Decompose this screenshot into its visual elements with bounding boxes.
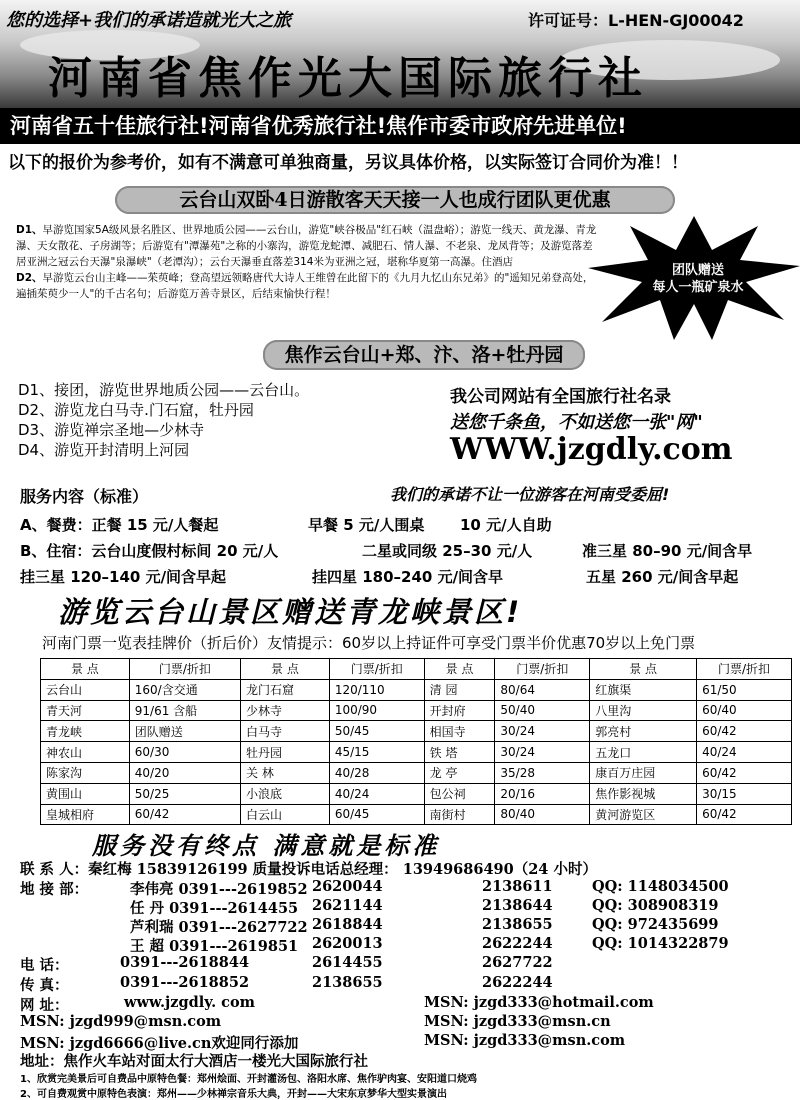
web-address[interactable]: www.jzgdly. com <box>124 994 256 1011</box>
ticket-price: 160/含交通 <box>129 679 240 700</box>
ticket-price: 60/30 <box>129 742 240 763</box>
scenic-spot: 康百万庄园 <box>590 762 697 783</box>
table-row <box>41 783 792 804</box>
table-header: 门票/折扣 <box>129 659 240 680</box>
website-url[interactable]: WWW.jzgdly.com <box>450 432 733 467</box>
scenic-spot: 清 园 <box>424 679 495 700</box>
msn-contact[interactable]: MSN: jzgd333@msn.com <box>424 1032 626 1049</box>
msn-contact[interactable]: MSN: jzgd999@msn.com <box>20 1013 222 1030</box>
staff-phone: 王 超 0391---2619851 <box>130 938 299 955</box>
ticket-table <box>40 658 792 825</box>
ticket-note: 河南门票一览表挂牌价（折后价）友情提示：60岁以上持证件可享受门票半价优惠70岁以上免门票 <box>42 634 696 652</box>
scenic-spot: 相国寺 <box>424 721 495 742</box>
staff-qq: QQ: 308908319 <box>592 897 719 914</box>
slogan: 您的选择+我们的承诺造就光大之旅 <box>6 10 292 31</box>
staff-phone: 任 丹 0391---2614455 <box>130 900 299 917</box>
staff-phone: 2138655 <box>482 916 553 933</box>
ticket-banner: 游览云台山景区赠送青龙峡景区! <box>58 595 523 629</box>
scenic-spot: 陈家沟 <box>41 762 130 783</box>
scenic-spot: 黄围山 <box>41 783 130 804</box>
table-header: 门票/折扣 <box>697 659 792 680</box>
scenic-spot: 皇城相府 <box>41 804 130 825</box>
table-header: 景 点 <box>41 659 130 680</box>
ticket-price: 100/90 <box>329 700 424 721</box>
ticket-price: 30/15 <box>697 783 792 804</box>
ticket-price: 60/45 <box>329 804 424 825</box>
ticket-price: 120/110 <box>329 679 424 700</box>
ticket-price: 40/24 <box>697 742 792 763</box>
ticket-price: 50/25 <box>129 783 240 804</box>
staff-phone: 芦利瑞 0391---2627722 <box>130 919 308 936</box>
tour2-title: 焦作云台山+郑、汴、洛+牡丹园 <box>263 340 585 370</box>
scenic-spot: 开封府 <box>424 700 495 721</box>
ticket-price: 91/61 含船 <box>129 700 240 721</box>
scenic-spot: 云台山 <box>41 679 130 700</box>
tour2-itinerary <box>18 380 309 460</box>
scenic-spot: 包公祠 <box>424 783 495 804</box>
staff-phone: 2138611 <box>482 878 553 895</box>
ticket-price: 50/45 <box>329 721 424 742</box>
scenic-spot: 龙 亭 <box>424 762 495 783</box>
ticket-price: 60/42 <box>129 804 240 825</box>
address: 地址：焦作火车站对面太行大酒店一楼光大国际旅行社 <box>20 1053 368 1070</box>
table-header: 景 点 <box>590 659 697 680</box>
tour1-itinerary <box>16 222 598 302</box>
scenic-spot: 南街村 <box>424 804 495 825</box>
ticket-price: 50/40 <box>495 700 590 721</box>
license-number: 许可证号：L-HEN-GJ00042 <box>528 11 744 30</box>
service-title: 服务内容（标准） <box>20 487 149 506</box>
scenic-spot: 焦作影视城 <box>590 783 697 804</box>
staff-phone: 李伟亮 0391---2619852 <box>130 881 308 898</box>
table-row <box>41 700 792 721</box>
scenic-spot: 郭亮村 <box>590 721 697 742</box>
tour2-day: D2、游览龙白马寺.门石窟，牡丹园 <box>18 401 254 419</box>
company-name: 河南省焦作光大国际旅行社 <box>48 53 648 104</box>
ticket-price: 45/15 <box>329 742 424 763</box>
ticket-price: 35/28 <box>495 762 590 783</box>
service-banner: 服务没有终点 满意就是标准 <box>92 832 441 860</box>
dept-label: 地 接 部： <box>20 881 89 898</box>
table-row <box>41 742 792 763</box>
scenic-spot: 红旗渠 <box>590 679 697 700</box>
tour1-day2: D2、早游览云台山主峰——茱萸峰；登高望远领略唐代大诗人王维曾在此留下的《九月九忆山东兄弟》的"遥知兄弟登高处，遍插茱萸少一人"的千古名句；后游览万善寺景区，后结束愉快行程！ <box>16 272 594 300</box>
ticket-price: 60/42 <box>697 804 792 825</box>
msn-contact[interactable]: MSN: jzgd6666@live.cn欢迎同行添加 <box>20 1035 299 1052</box>
ticket-price: 60/42 <box>697 762 792 783</box>
table-row <box>41 762 792 783</box>
msn-contact[interactable]: MSN: jzgd333@hotmail.com <box>424 994 654 1011</box>
table-header: 门票/折扣 <box>329 659 424 680</box>
ticket-price: 30/24 <box>495 742 590 763</box>
scenic-spot: 牡丹园 <box>241 742 330 763</box>
ticket-price: 61/50 <box>697 679 792 700</box>
staff-qq: QQ: 1148034500 <box>592 878 729 895</box>
staff-qq: QQ: 972435699 <box>592 916 719 933</box>
tour2-day: D1、接团，游览世界地质公园——云台山。 <box>18 381 310 399</box>
promise-text: 我们的承诺不让一位游客在河南受委屈! <box>390 485 670 504</box>
price-notice: 以下的报价为参考价，如有不满意可单独商量，另议具体价格，以实际签订合同价为准！！ <box>8 153 688 173</box>
staff-phone: 2618844 <box>312 916 383 933</box>
ticket-price: 60/42 <box>697 721 792 742</box>
scenic-spot: 小浪底 <box>241 783 330 804</box>
scenic-spot: 白马寺 <box>241 721 330 742</box>
scenic-spot: 关 林 <box>241 762 330 783</box>
contact-person: 联 系 人：秦红梅 15839126199 质量投诉电话总经理： 13949686490（24 小时） <box>20 861 597 878</box>
scenic-spot: 八里沟 <box>590 700 697 721</box>
table-header: 门票/折扣 <box>495 659 590 680</box>
staff-qq: QQ: 1014322879 <box>592 935 729 952</box>
staff-phone: 2621144 <box>312 897 383 914</box>
ticket-price: 80/64 <box>495 679 590 700</box>
staff-phone: 2138644 <box>482 897 553 914</box>
table-header: 景 点 <box>424 659 495 680</box>
footnote: 2、可自费观赏中原特色表演：郑州——少林禅宗音乐大典，开封——大宋东京梦华大型实景演出 <box>20 1089 447 1100</box>
honors-bar: 河南省五十佳旅行社!河南省优秀旅行社!焦作市委市政府先进单位! <box>0 108 800 144</box>
scenic-spot: 五龙口 <box>590 742 697 763</box>
ticket-price: 40/20 <box>129 762 240 783</box>
footnote: 1、欣赏完美景后可自费品中原特色餐：郑州烩面、开封灌汤包、洛阳水席、焦作驴肉宴、安阳道口烧鸡 <box>20 1074 477 1085</box>
table-header: 景 点 <box>241 659 330 680</box>
tour1-day1: D1、早游览国家5A级风景名胜区、世界地质公园——云台山，游览"峡谷极品"红石峡（温盘峪）；游览一线天、黄龙瀑、青龙瀑、天女散花、子房湖等；后游览有"潭瀑苑"之称的小寨沟，游览龙蛇潭、减肥石、情人瀑、不老泉、龙凤背等；及游览落差居亚洲之冠云台天瀑"泉瀑峡"（老潭沟）；云台天瀑垂直落差314米为亚洲之冠，堪称华夏第一高瀑。住酒店 <box>16 224 597 268</box>
tour1-title: 云台山双卧4日游散客天天接一人也成行团队更优惠 <box>115 186 675 214</box>
ticket-price: 30/24 <box>495 721 590 742</box>
table-row <box>41 679 792 700</box>
scenic-spot: 青天河 <box>41 700 130 721</box>
scenic-spot: 白云山 <box>241 804 330 825</box>
ticket-price: 40/24 <box>329 783 424 804</box>
website-intro: 我公司网站有全国旅行社名录 <box>450 387 671 407</box>
starburst-text: 团队赠送 每人一瓶矿泉水 <box>652 263 744 295</box>
scenic-spot: 神农山 <box>41 742 130 763</box>
website-tagline: 送您千条鱼，不如送您一张"网" <box>450 412 703 433</box>
msn-contact[interactable]: MSN: jzgd333@msn.cn <box>424 1013 611 1030</box>
staff-phone: 2620013 <box>312 935 383 952</box>
table-row <box>41 804 792 825</box>
table-row <box>41 721 792 742</box>
staff-phone: 2620044 <box>312 878 383 895</box>
ticket-price: 团队赠送 <box>129 721 240 742</box>
staff-phone: 2622244 <box>482 935 553 952</box>
tour2-day: D3、游览禅宗圣地—少林寺 <box>18 421 205 439</box>
scenic-spot: 青龙峡 <box>41 721 130 742</box>
ticket-price: 60/40 <box>697 700 792 721</box>
ticket-price: 80/40 <box>495 804 590 825</box>
scenic-spot: 少林寺 <box>241 700 330 721</box>
ticket-price: 20/16 <box>495 783 590 804</box>
scenic-spot: 龙门石窟 <box>241 679 330 700</box>
ticket-price: 40/28 <box>329 762 424 783</box>
tour2-day: D4、游览开封清明上河园 <box>18 441 190 459</box>
scenic-spot: 铁 塔 <box>424 742 495 763</box>
scenic-spot: 黄河游览区 <box>590 804 697 825</box>
